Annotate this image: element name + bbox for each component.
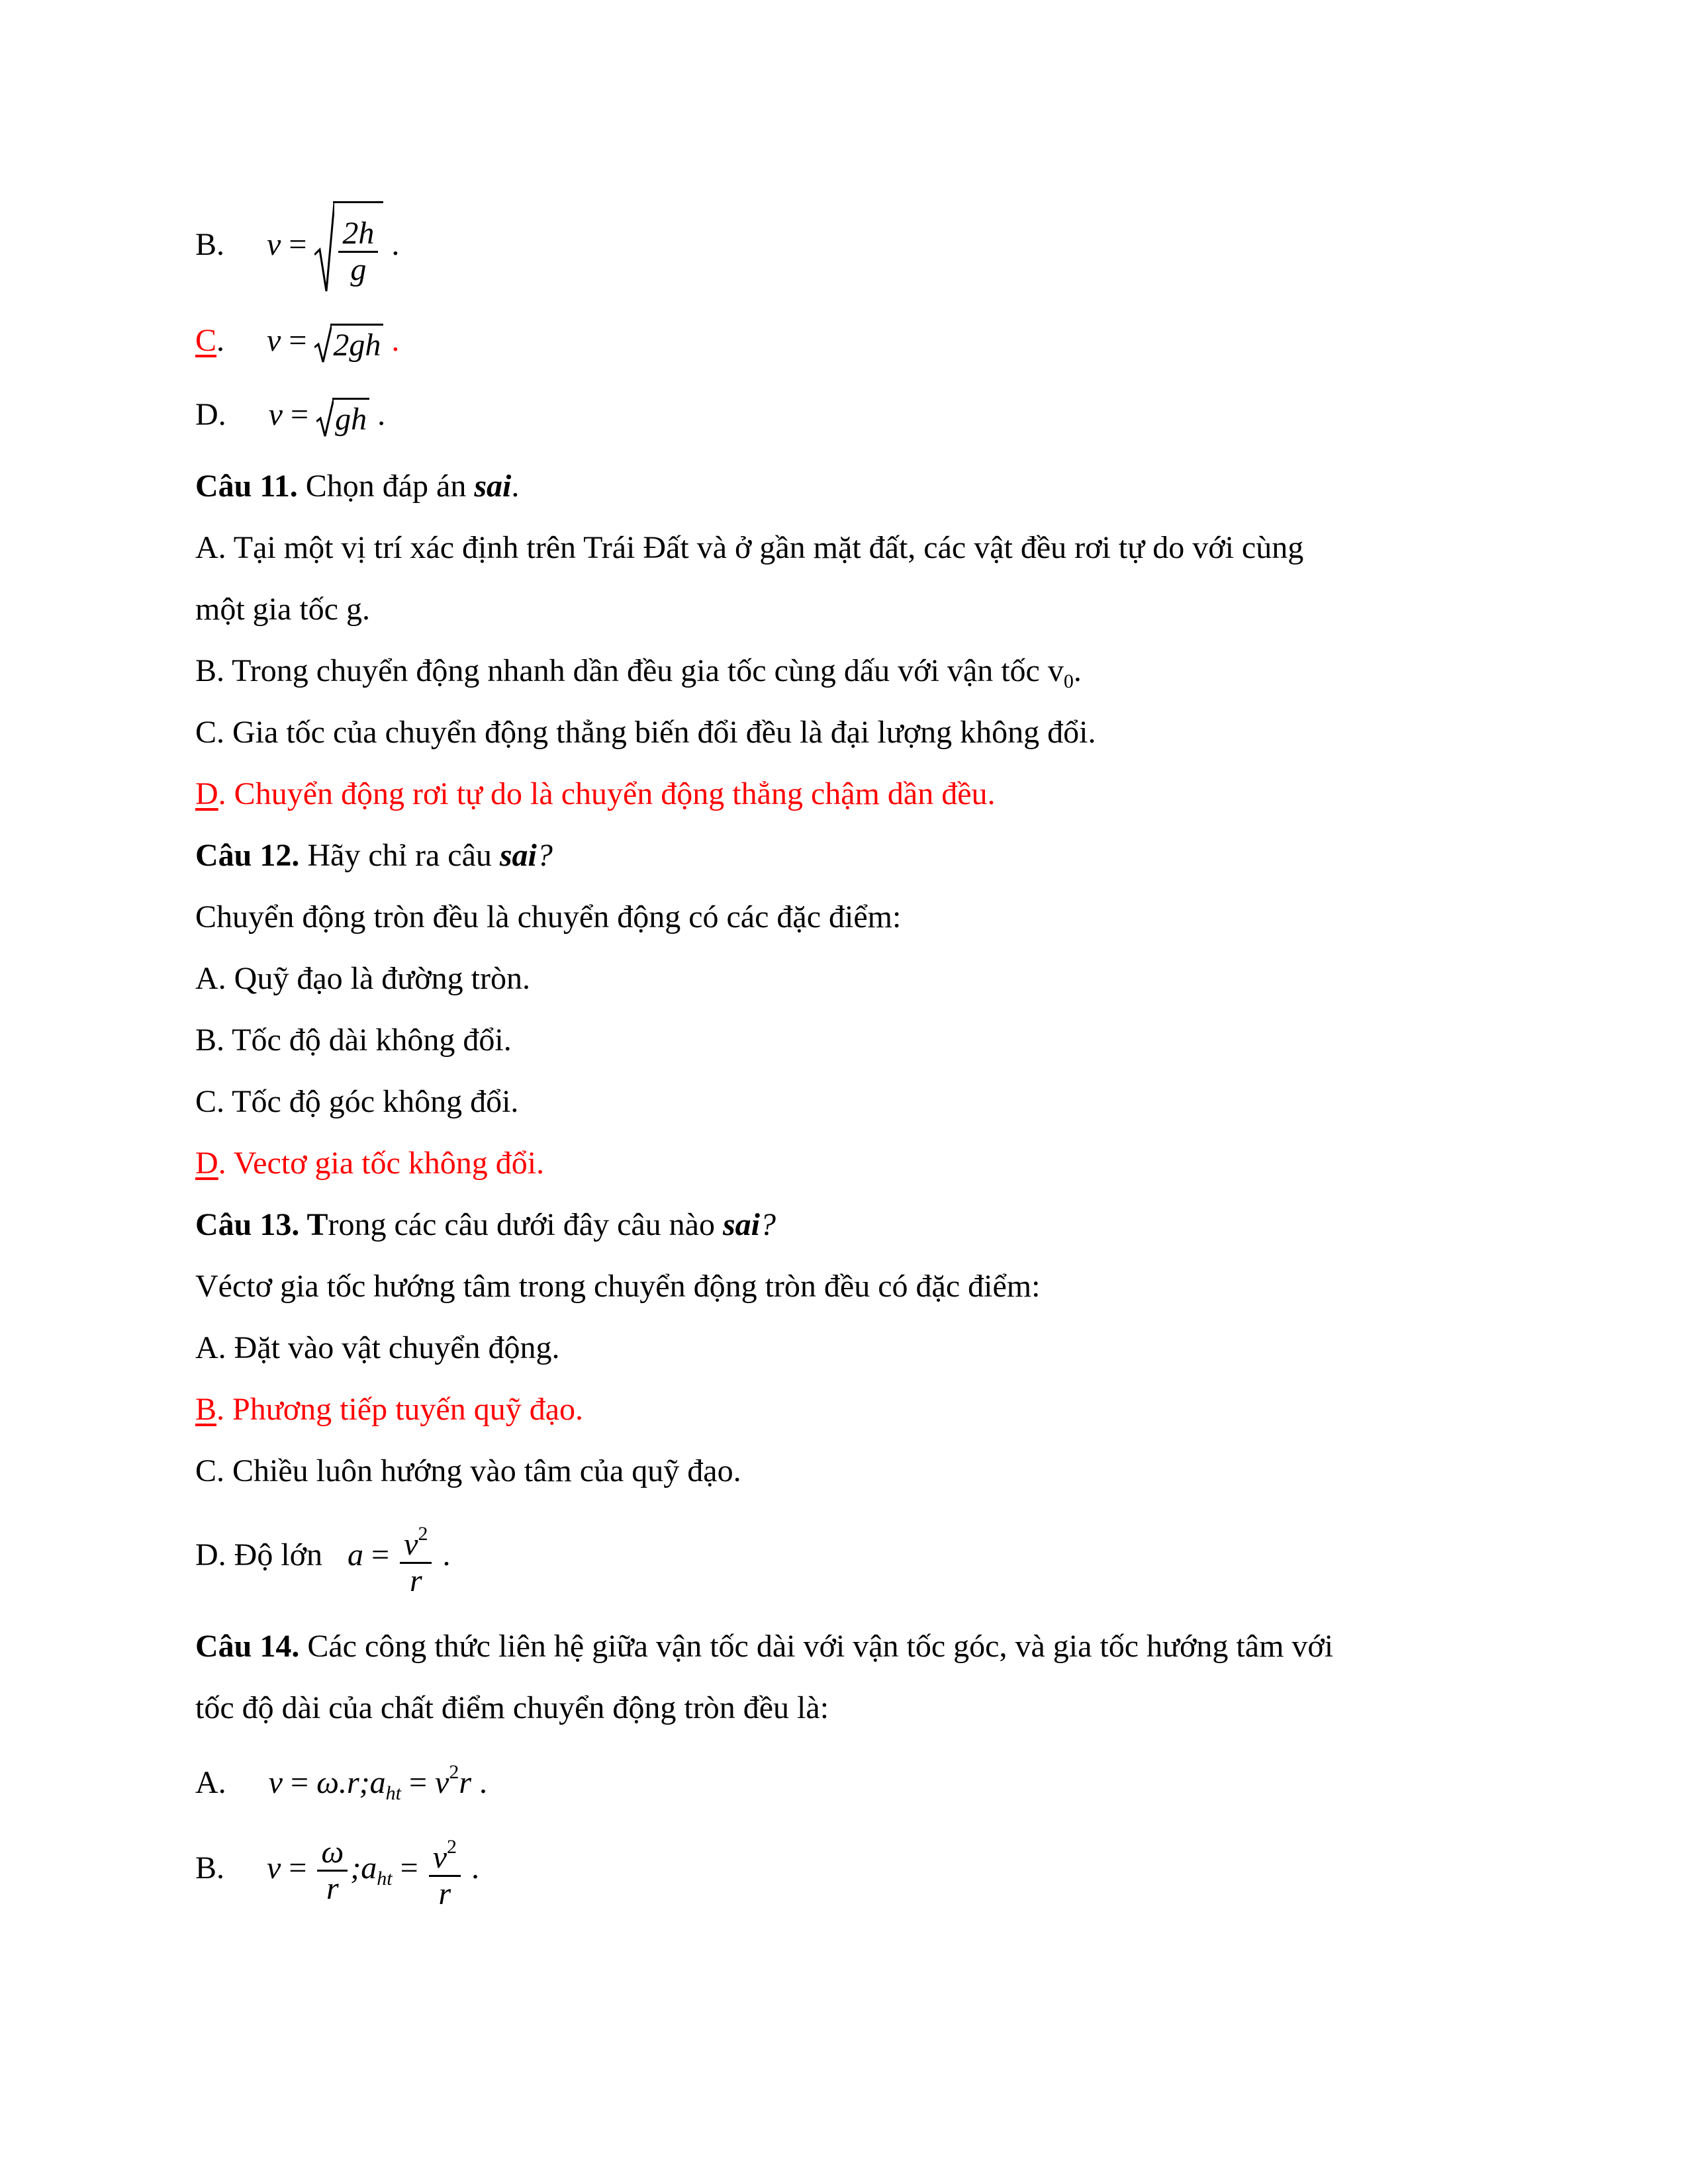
q11-title: [195, 467, 519, 506]
fraction-denominator: r: [409, 1563, 422, 1599]
subscript: 0: [1063, 670, 1074, 692]
q11-option-a-line1: [195, 528, 1303, 568]
q11-option-a-line2: [195, 590, 370, 629]
math-eq: =: [290, 1765, 309, 1800]
sqrt-expression: [314, 199, 383, 295]
fraction: [317, 1835, 348, 1906]
option-text: D. Độ lớn: [195, 1537, 331, 1572]
fraction-denominator: r: [438, 1876, 451, 1912]
radicand: 2gh: [330, 324, 383, 365]
question-emphasis: sai: [722, 1207, 760, 1242]
math-var: v: [267, 1850, 281, 1886]
option-label: B.: [195, 227, 225, 262]
fraction-numerator: [429, 1830, 461, 1877]
answer-label: D: [195, 776, 218, 811]
q13-stem: [195, 1267, 1040, 1306]
option-text: một gia tốc g.: [195, 592, 370, 627]
math-var: v: [435, 1765, 449, 1800]
question-prompt: Chọn đáp án: [297, 469, 475, 504]
option-end: .: [1073, 653, 1082, 688]
math-var: a: [361, 1850, 377, 1886]
math-var: r: [459, 1765, 472, 1800]
q12-option-a: [195, 959, 530, 999]
option-text: A. Quỹ đạo là đường tròn.: [195, 961, 530, 996]
option-text: A. Đặt vào vật chuyển động.: [195, 1330, 560, 1365]
option-label: B.: [195, 1850, 225, 1886]
superscript: 2: [449, 1761, 459, 1783]
numerator-var: v: [432, 1840, 447, 1876]
subscript: ht: [377, 1868, 393, 1889]
answer-label: D: [195, 1146, 218, 1181]
fraction: [429, 1830, 461, 1911]
q13-option-d: [195, 1516, 450, 1598]
q14-title-line2: [195, 1688, 829, 1728]
question-prompt: Hãy chỉ ra câu: [299, 838, 500, 873]
q11-option-b: [195, 651, 1082, 702]
q12-title: [195, 836, 553, 876]
sqrt-icon: [314, 202, 334, 295]
sqrt-expression: [314, 322, 383, 365]
q13-title: [195, 1205, 776, 1245]
fraction-denominator: g: [350, 252, 367, 288]
q14-option-a: [195, 1752, 487, 1813]
q14-title-line1: [195, 1627, 1333, 1666]
math-end: .: [471, 1850, 480, 1886]
math-end: .: [391, 227, 400, 262]
subscript: ht: [385, 1782, 401, 1804]
math-var: v: [268, 397, 283, 432]
sqrt-expression: [316, 396, 369, 439]
option-text: C. Tốc độ góc không đổi.: [195, 1084, 519, 1119]
option-text: . Vectơ gia tốc không đổi.: [218, 1146, 545, 1181]
q12-stem: [195, 897, 901, 937]
q10-option-b: [195, 199, 399, 296]
q13-option-c: [195, 1451, 741, 1491]
answer-label: B: [195, 1392, 217, 1427]
prompt-end: .: [511, 469, 520, 504]
superscript: 2: [418, 1523, 428, 1545]
question-emphasis: sai: [474, 469, 512, 504]
math-var: a: [348, 1537, 364, 1572]
math-eq: =: [408, 1765, 428, 1800]
option-label: A.: [195, 1765, 226, 1800]
q12-option-c: [195, 1082, 518, 1122]
q11-option-c: [195, 713, 1096, 752]
math-eq: =: [290, 397, 309, 432]
question-emphasis: sai: [499, 838, 537, 873]
math-end: .: [377, 397, 386, 432]
superscript: 2: [447, 1836, 457, 1858]
math-eq: =: [289, 323, 307, 358]
math-eq: =: [289, 227, 307, 262]
math-sep: ;: [350, 1850, 361, 1886]
q11-option-d: [195, 774, 996, 814]
fraction-numerator: 2h: [338, 216, 378, 253]
option-text: C. Gia tốc của chuyển động thẳng biến đổi đều là đại lượng không đổi.: [195, 715, 1096, 750]
radicand: gh: [332, 398, 369, 439]
option-text: . Chuyển động rơi tự do là chuyển động thẳng chậm dần đều.: [218, 776, 996, 811]
q13-option-b: [195, 1390, 583, 1430]
q10-option-c: [195, 321, 399, 365]
math-end: .: [479, 1765, 488, 1800]
math-eq: =: [289, 1850, 307, 1886]
answer-label: C: [195, 323, 217, 358]
prompt-end: ?: [536, 838, 553, 873]
q12-option-d: [195, 1144, 544, 1183]
math-expr: ω.r;: [316, 1765, 370, 1800]
question-number: Câu 11.: [195, 469, 298, 504]
fraction-numerator: ω: [317, 1835, 348, 1872]
fraction: [400, 1517, 432, 1598]
question-number: Câu 12.: [195, 838, 300, 873]
math-end: .: [391, 323, 400, 358]
question-prompt: rong các câu dưới đây câu nào: [328, 1207, 723, 1242]
q10-option-d: [195, 395, 385, 439]
math-var: a: [369, 1765, 386, 1800]
option-label: D.: [195, 397, 226, 432]
fraction-denominator: r: [326, 1871, 339, 1907]
option-text: C. Chiều luôn hướng vào tâm của quỹ đạo.: [195, 1453, 741, 1488]
math-var: v: [267, 227, 281, 262]
option-dot: .: [216, 323, 225, 358]
q12-option-b: [195, 1021, 512, 1060]
numerator-var: v: [404, 1527, 418, 1563]
question-stem: Chuyển động tròn đều là chuyển động có các đặc điểm:: [195, 899, 902, 934]
fraction-numerator: [400, 1517, 432, 1564]
fraction: [338, 216, 378, 287]
question-text: tốc độ dài của chất điểm chuyển động tròn đều là:: [195, 1690, 829, 1725]
sqrt-icon: [316, 398, 334, 439]
math-end: .: [442, 1537, 451, 1572]
math-var: v: [267, 323, 281, 358]
option-text: B. Tốc độ dài không đổi.: [195, 1023, 512, 1058]
question-text: Các công thức liên hệ giữa vận tốc dài với vận tốc góc, và gia tốc hướng tâm với: [299, 1629, 1334, 1664]
sqrt-icon: [314, 324, 332, 365]
prompt-end: ?: [760, 1207, 776, 1242]
q14-option-b: [195, 1825, 479, 1922]
question-number: Câu 13. T: [195, 1207, 328, 1242]
question-number: Câu 14.: [195, 1629, 300, 1664]
math-eq: =: [400, 1850, 418, 1886]
option-text: B. Trong chuyển động nhanh dần đều gia tốc cùng dấu với vận tốc v: [195, 653, 1064, 688]
option-text: A. Tại một vị trí xác định trên Trái Đất và ở gần mặt đất, các vật đều rơi tự do với cùng: [195, 530, 1304, 565]
option-text: . Phương tiếp tuyến quỹ đạo.: [216, 1392, 584, 1427]
math-var: v: [268, 1765, 283, 1800]
math-eq: =: [371, 1537, 390, 1572]
question-stem: Véctơ gia tốc hướng tâm trong chuyển động tròn đều có đặc điểm:: [195, 1269, 1041, 1304]
q13-option-a: [195, 1328, 560, 1368]
